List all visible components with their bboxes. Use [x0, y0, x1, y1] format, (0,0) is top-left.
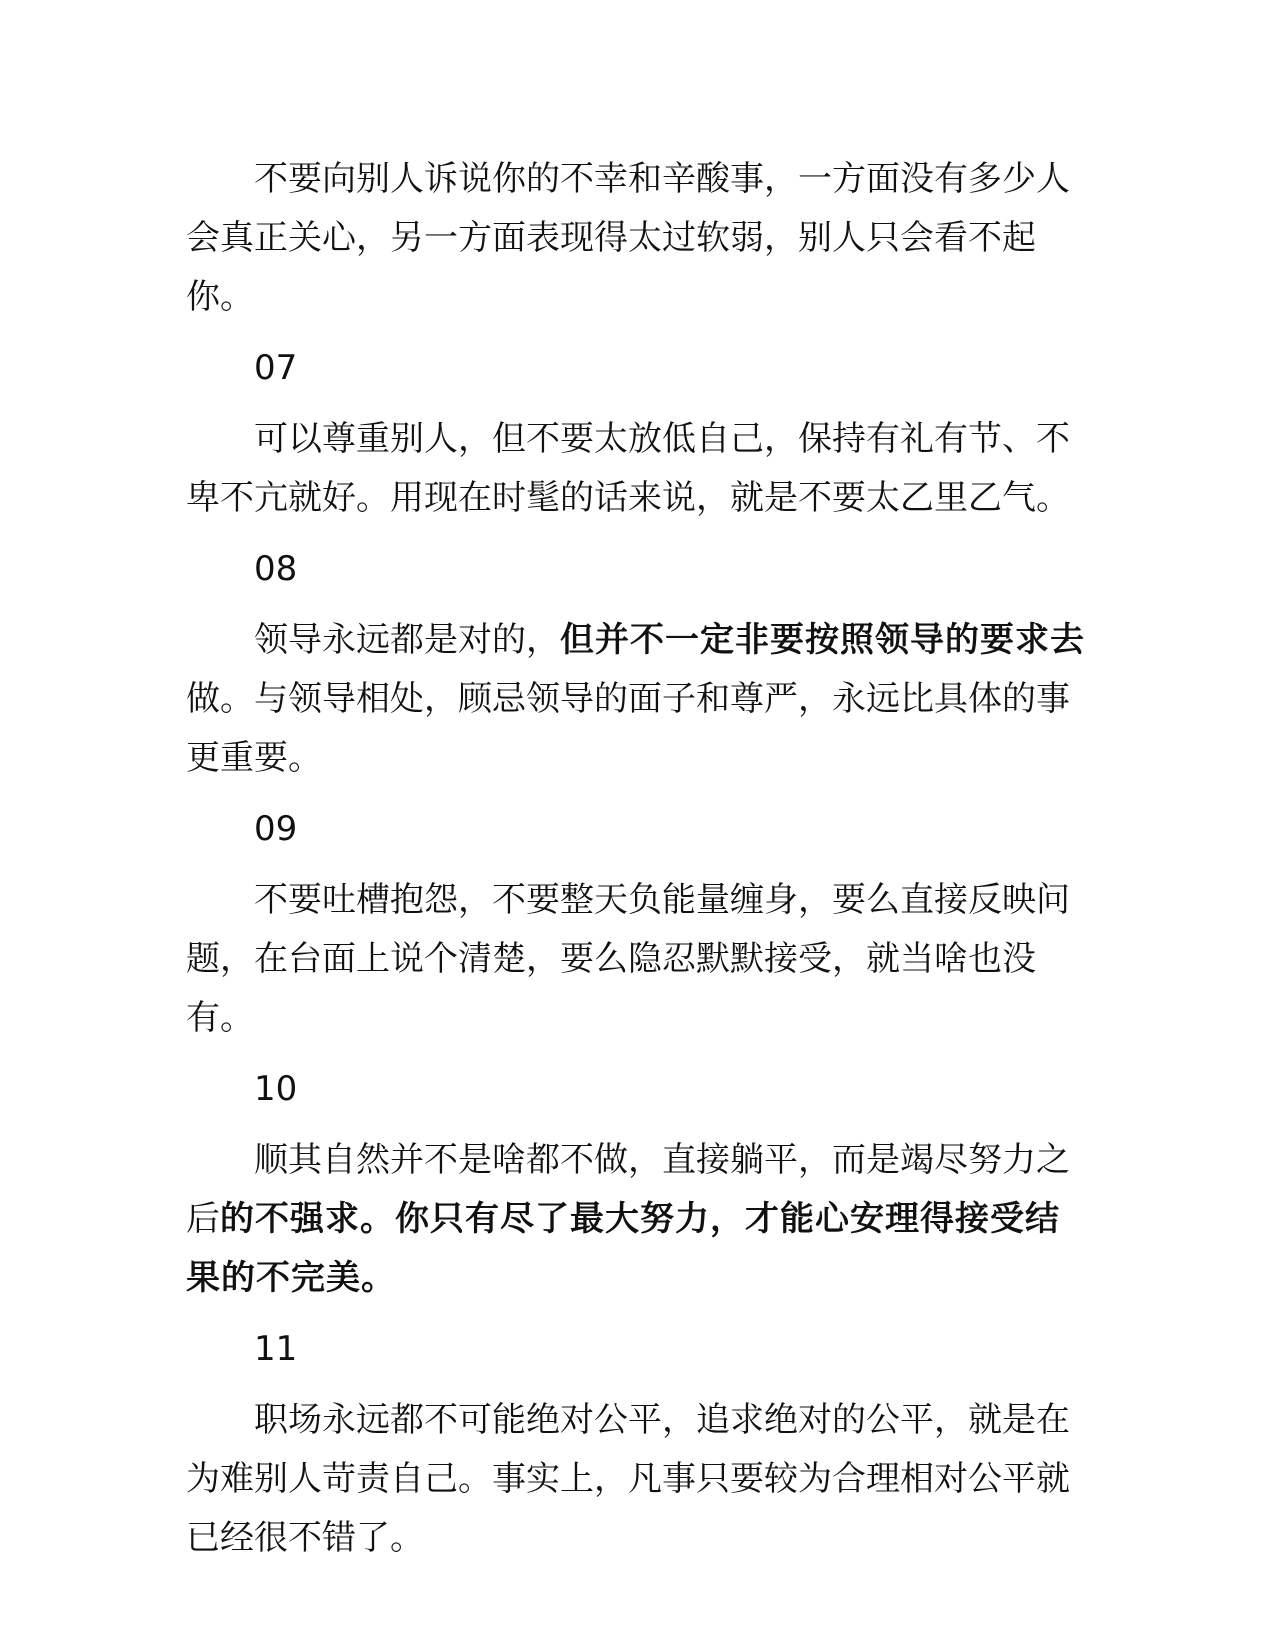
paragraph-10-bold: 的不强求。你只有尽了最大努力，才能心安理得接受结果的不完美。 [186, 1199, 1060, 1298]
paragraph-08-bold: 但并不一定非要按照领导的要求去 [560, 620, 1085, 660]
section-number-10: 10 [254, 1069, 298, 1109]
paragraph-09: 不要吐槽抱怨，不要整天负能量缠身，要么直接反映问题，在台面上说个清楚，要么隐忍默默接受，就当啥也没有。 [186, 880, 1070, 1038]
paragraph-11: 职场永远都不可能绝对公平，追求绝对的公平，就是在为难别人苛责自己。事实上，凡事只要较为合理相对公平就已经很不错了。 [186, 1400, 1070, 1558]
section-number-09: 09 [254, 809, 298, 849]
paragraph-10 [186, 1131, 1091, 1308]
paragraph-10-lead: 顺其自然并不是啥都不做，直接躺平，而是竭尽努力之后 [186, 1140, 1070, 1239]
section-number-11: 11 [254, 1329, 298, 1369]
paragraph-07: 可以尊重别人，但不要太放低自己，保持有礼有节、不卑不亢就好。用现在时髦的话来说，就是不要太乙里乙气。 [186, 419, 1070, 518]
paragraph-08-lead: 领导永远都是对的， [254, 620, 560, 660]
section-number-08: 08 [254, 549, 298, 589]
paragraph-08-rest: 做。与领导相处，顾忌领导的面子和尊严，永远比具体的事更重要。 [186, 679, 1070, 778]
paragraph-06: 不要向别人诉说你的不幸和辛酸事，一方面没有多少人会真正关心，另一方面表现得太过软弱，别人只会看不起你。 [186, 159, 1070, 317]
document-page [186, 150, 1091, 1568]
section-number-07: 07 [254, 348, 298, 388]
paragraph-08 [186, 611, 1091, 788]
